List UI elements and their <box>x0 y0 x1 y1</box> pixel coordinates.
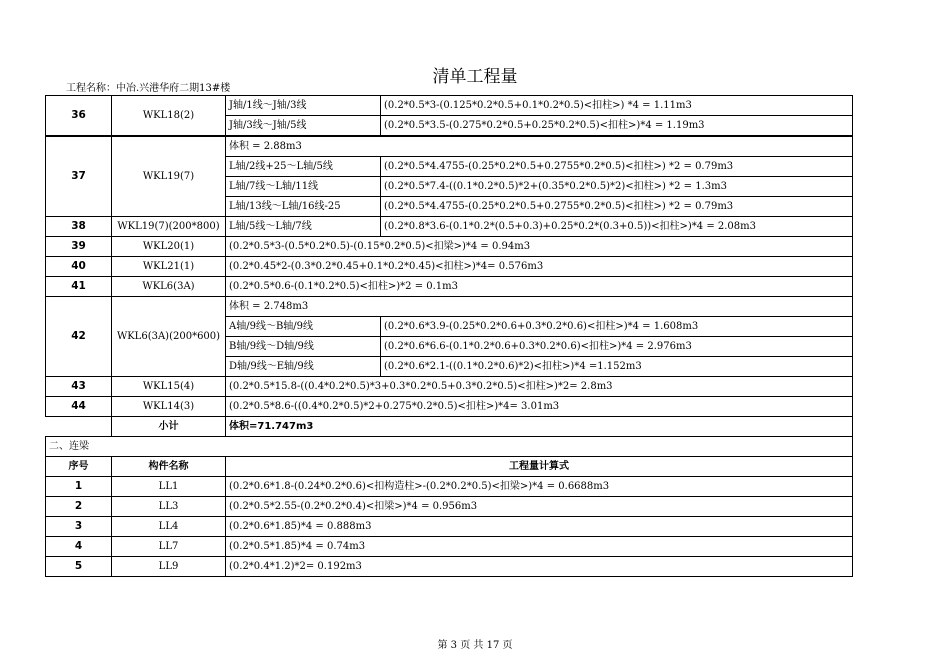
row-number: 5 <box>46 557 112 577</box>
page-title: 清单工程量 <box>432 67 518 87</box>
subtotal-value: 体积=71.747m3 <box>226 417 853 437</box>
component-name: WKL6(3A)(200*600) <box>112 297 226 377</box>
header-serial: 序号 <box>46 457 112 477</box>
table-row <box>46 517 853 537</box>
axis-location: B轴/9线～D轴/9线 <box>226 337 381 357</box>
row-number: 41 <box>46 277 112 297</box>
axis-location: L轴/2线+25～L轴/5线 <box>226 157 381 177</box>
table-row <box>46 497 853 517</box>
header-formula: 工程量计算式 <box>226 457 853 477</box>
formula: (0.2*0.6*1.8-(0.24*0.2*0.6)<扣构造柱>-(0.2*0.2*0.5)<扣梁>)*4 = 0.6688m3 <box>226 477 853 497</box>
axis-location: J轴/1线～J轴/3线 <box>226 96 381 116</box>
row-number: 1 <box>46 477 112 497</box>
table-row <box>46 277 853 297</box>
formula: (0.2*0.5*1.85)*4 = 0.74m3 <box>226 537 853 557</box>
component-name: WKL18(2) <box>112 96 226 137</box>
formula: (0.2*0.6*6.6-(0.1*0.2*0.6+0.3*0.2*0.6)<扣柱>)*4 = 2.976m3 <box>381 337 853 357</box>
table-row <box>46 457 853 477</box>
component-name: WKL15(4) <box>112 377 226 397</box>
formula: (0.2*0.5*4.4755-(0.25*0.2*0.5+0.2755*0.2*0.5)<扣柱>) *2 = 0.79m3 <box>381 197 853 217</box>
component-name: LL3 <box>112 497 226 517</box>
axis-location: L轴/13线～L轴/16线-25 <box>226 197 381 217</box>
row-number: 40 <box>46 257 112 277</box>
axis-location: L轴/7线～L轴/11线 <box>226 177 381 197</box>
row-number: 43 <box>46 377 112 397</box>
row-number: 37 <box>46 136 112 217</box>
empty-cell <box>46 417 112 437</box>
subtotal-label: 小计 <box>112 417 226 437</box>
component-name: WKL6(3A) <box>112 277 226 297</box>
table-row <box>46 437 853 457</box>
table-row <box>46 136 853 157</box>
component-name: WKL21(1) <box>112 257 226 277</box>
row-number: 2 <box>46 497 112 517</box>
table-row <box>46 537 853 557</box>
project-name: 工程名称：中冶.兴港华府二期13#楼 <box>66 83 231 94</box>
formula: (0.2*0.4*1.2)*2= 0.192m3 <box>226 557 853 577</box>
row-number: 44 <box>46 397 112 417</box>
component-name: LL1 <box>112 477 226 497</box>
table-row <box>46 96 853 116</box>
formula: (0.2*0.45*2-(0.3*0.2*0.45+0.1*0.2*0.45)<扣柱>)*4= 0.576m3 <box>226 257 853 277</box>
table-row <box>46 557 853 577</box>
component-name: LL9 <box>112 557 226 577</box>
table-row <box>46 417 853 437</box>
component-name: WKL19(7)(200*800) <box>112 217 226 237</box>
component-name: LL7 <box>112 537 226 557</box>
table-row <box>46 297 853 317</box>
row-number: 39 <box>46 237 112 257</box>
component-name: WKL19(7) <box>112 136 226 217</box>
formula: (0.2*0.5*8.6-((0.4*0.2*0.5)*2+0.275*0.2*0.5)<扣柱>)*4= 3.01m3 <box>226 397 853 417</box>
formula: (0.2*0.5*7.4-((0.1*0.2*0.5)*2+(0.35*0.2*0.5)*2)<扣柱>) *2 = 1.3m3 <box>381 177 853 197</box>
row-number: 3 <box>46 517 112 537</box>
component-name: WKL14(3) <box>112 397 226 417</box>
header-component-name: 构件名称 <box>112 457 226 477</box>
formula: (0.2*0.5*4.4755-(0.25*0.2*0.5+0.2755*0.2*0.5)<扣柱>) *2 = 0.79m3 <box>381 157 853 177</box>
quantity-table <box>45 95 853 577</box>
formula: (0.2*0.5*0.6-(0.1*0.2*0.5)<扣柱>)*2 = 0.1m3 <box>226 277 853 297</box>
volume-total: 体积 = 2.88m3 <box>226 136 853 157</box>
formula: (0.2*0.6*3.9-(0.25*0.2*0.6+0.3*0.2*0.6)<扣柱>)*4 = 1.608m3 <box>381 317 853 337</box>
table-row <box>46 257 853 277</box>
row-number: 4 <box>46 537 112 557</box>
row-number: 36 <box>46 96 112 137</box>
formula: (0.2*0.5*3.5-(0.275*0.2*0.5+0.25*0.2*0.5)<扣柱>)*4 = 1.19m3 <box>381 116 853 137</box>
formula: (0.2*0.8*3.6-(0.1*0.2*(0.5+0.3)+0.25*0.2*(0.3+0.5))<扣柱>)*4 = 2.08m3 <box>381 217 853 237</box>
row-number: 38 <box>46 217 112 237</box>
section-title: 二、连梁 <box>46 437 853 457</box>
axis-location: D轴/9线～E轴/9线 <box>226 357 381 377</box>
table-row <box>46 237 853 257</box>
formula: (0.2*0.6*1.85)*4 = 0.888m3 <box>226 517 853 537</box>
formula: (0.2*0.5*3-(0.5*0.2*0.5)-(0.15*0.2*0.5)<扣梁>)*4 = 0.94m3 <box>226 237 853 257</box>
table-row <box>46 377 853 397</box>
formula: (0.2*0.5*2.55-(0.2*0.2*0.4)<扣梁>)*4 = 0.956m3 <box>226 497 853 517</box>
row-number: 42 <box>46 297 112 377</box>
table-row <box>46 477 853 497</box>
table-row <box>46 397 853 417</box>
table-row <box>46 217 853 237</box>
page-number: 第 3 页 共 17 页 <box>437 640 513 651</box>
axis-location: A轴/9线～B轴/9线 <box>226 317 381 337</box>
axis-location: L轴/5线～L轴/7线 <box>226 217 381 237</box>
volume-total: 体积 = 2.748m3 <box>226 297 853 317</box>
formula: (0.2*0.5*15.8-((0.4*0.2*0.5)*3+0.3*0.2*0.5+0.3*0.2*0.5)<扣柱>)*2= 2.8m3 <box>226 377 853 397</box>
formula: (0.2*0.5*3-(0.125*0.2*0.5+0.1*0.2*0.5)<扣柱>) *4 = 1.11m3 <box>381 96 853 116</box>
component-name: WKL20(1) <box>112 237 226 257</box>
component-name: LL4 <box>112 517 226 537</box>
formula: (0.2*0.6*2.1-((0.1*0.2*0.6)*2)<扣柱>)*4 =1.152m3 <box>381 357 853 377</box>
axis-location: J轴/3线～J轴/5线 <box>226 116 381 137</box>
